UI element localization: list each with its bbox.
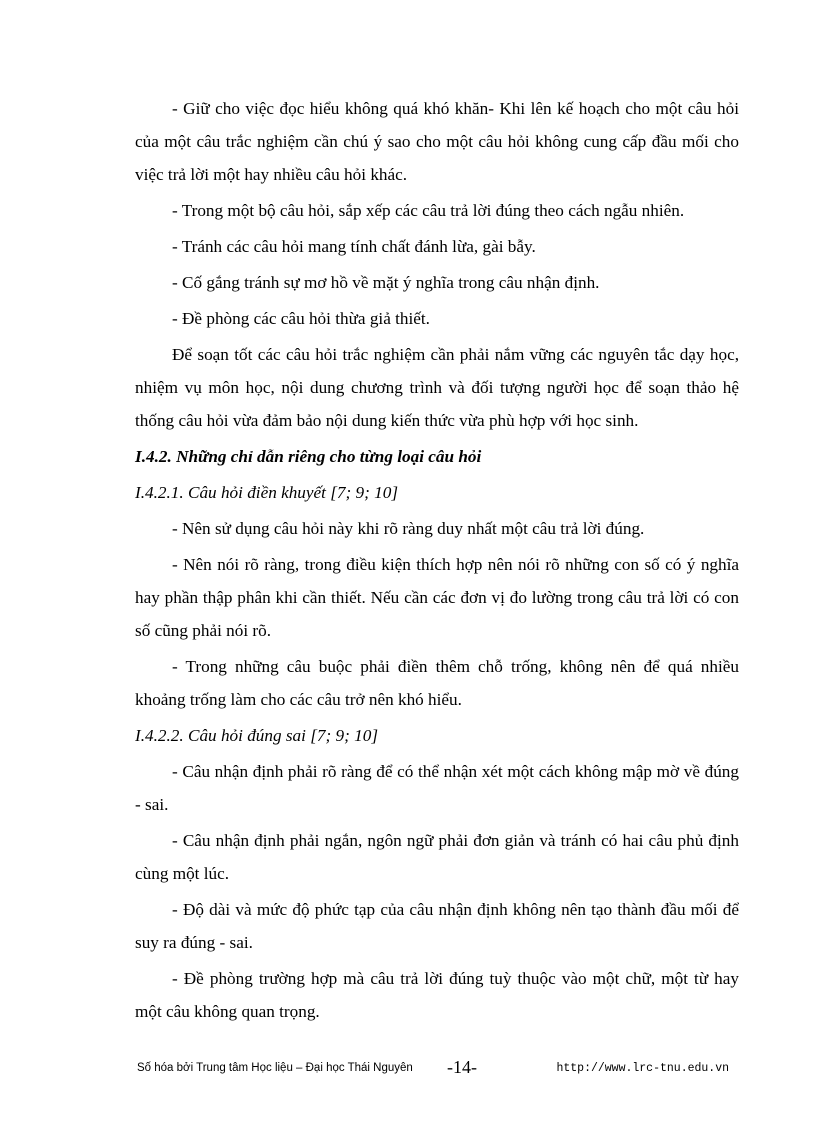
section-heading: I.4.2. Những chỉ dẫn riêng cho từng loại câu hỏi <box>135 447 482 466</box>
paragraph: - Giữ cho việc đọc hiểu không quá khó khăn- Khi lên kế hoạch cho một câu hỏi của một câu trắc nghiệm cần chú ý sao cho một câu hỏi không cung cấp đầu mối cho việc trả lời một hay nhiều câu hỏi khác. <box>135 99 739 184</box>
paragraph: - Cố gắng tránh sự mơ hồ về mặt ý nghĩa trong câu nhận định. <box>172 273 600 292</box>
paragraph: - Trong những câu buộc phải điền thêm chỗ trống, không nên để quá nhiều khoảng trống làm cho các câu trở nên khó hiểu. <box>135 657 739 709</box>
paragraph: - Đề phòng trường hợp mà câu trả lời đúng tuỳ thuộc vào một chữ, một từ hay một câu không quan trọng. <box>135 969 739 1021</box>
paragraph: - Đề phòng các câu hỏi thừa giả thiết. <box>172 309 430 328</box>
footer-source: Số hóa bởi Trung tâm Học liệu – Đại học Thái Nguyên <box>137 1062 413 1074</box>
subsection-title: I.4.2.1. Câu hỏi điền khuyết [7; 9; 10] <box>135 483 399 502</box>
paragraph: Để soạn tốt các câu hỏi trắc nghiệm cần phải nắm vững các nguyên tắc dạy học, nhiệm vụ môn học, nội dung chương trình và đối tượng người học để soạn thảo hệ thống câu hỏi vừa đảm bảo nội dung kiến thức vừa phù hợp với học sinh. <box>135 345 739 430</box>
paragraph: - Tránh các câu hỏi mang tính chất đánh lừa, gài bẫy. <box>172 237 536 256</box>
document-page <box>135 92 739 1031</box>
paragraph: - Câu nhận định phải rõ ràng để có thể nhận xét một cách không mập mờ về đúng - sai. <box>135 762 739 814</box>
paragraph: - Nên nói rõ ràng, trong điều kiện thích hợp nên nói rõ những con số có ý nghĩa hay phần thập phân khi cần thiết. Nếu cần các đơn vị đo lường trong câu trả lời có con số cũng phải nói rõ. <box>135 555 739 640</box>
page-number: -14- <box>447 1057 477 1077</box>
paragraph: - Nên sử dụng câu hỏi này khi rõ ràng duy nhất một câu trả lời đúng. <box>172 519 645 538</box>
paragraph: - Trong một bộ câu hỏi, sắp xếp các câu trả lời đúng theo cách ngẫu nhiên. <box>172 201 685 220</box>
paragraph: - Câu nhận định phải ngắn, ngôn ngữ phải đơn giản và tránh có hai câu phủ định cùng một lúc. <box>135 831 739 883</box>
paragraph: - Độ dài và mức độ phức tạp của câu nhận định không nên tạo thành đầu mối để suy ra đúng - sai. <box>135 900 739 952</box>
footer-url[interactable]: http://www.lrc-tnu.edu.vn <box>556 1062 729 1075</box>
subsection-title: I.4.2.2. Câu hỏi đúng sai [7; 9; 10] <box>135 726 379 745</box>
page-footer <box>137 1057 729 1080</box>
